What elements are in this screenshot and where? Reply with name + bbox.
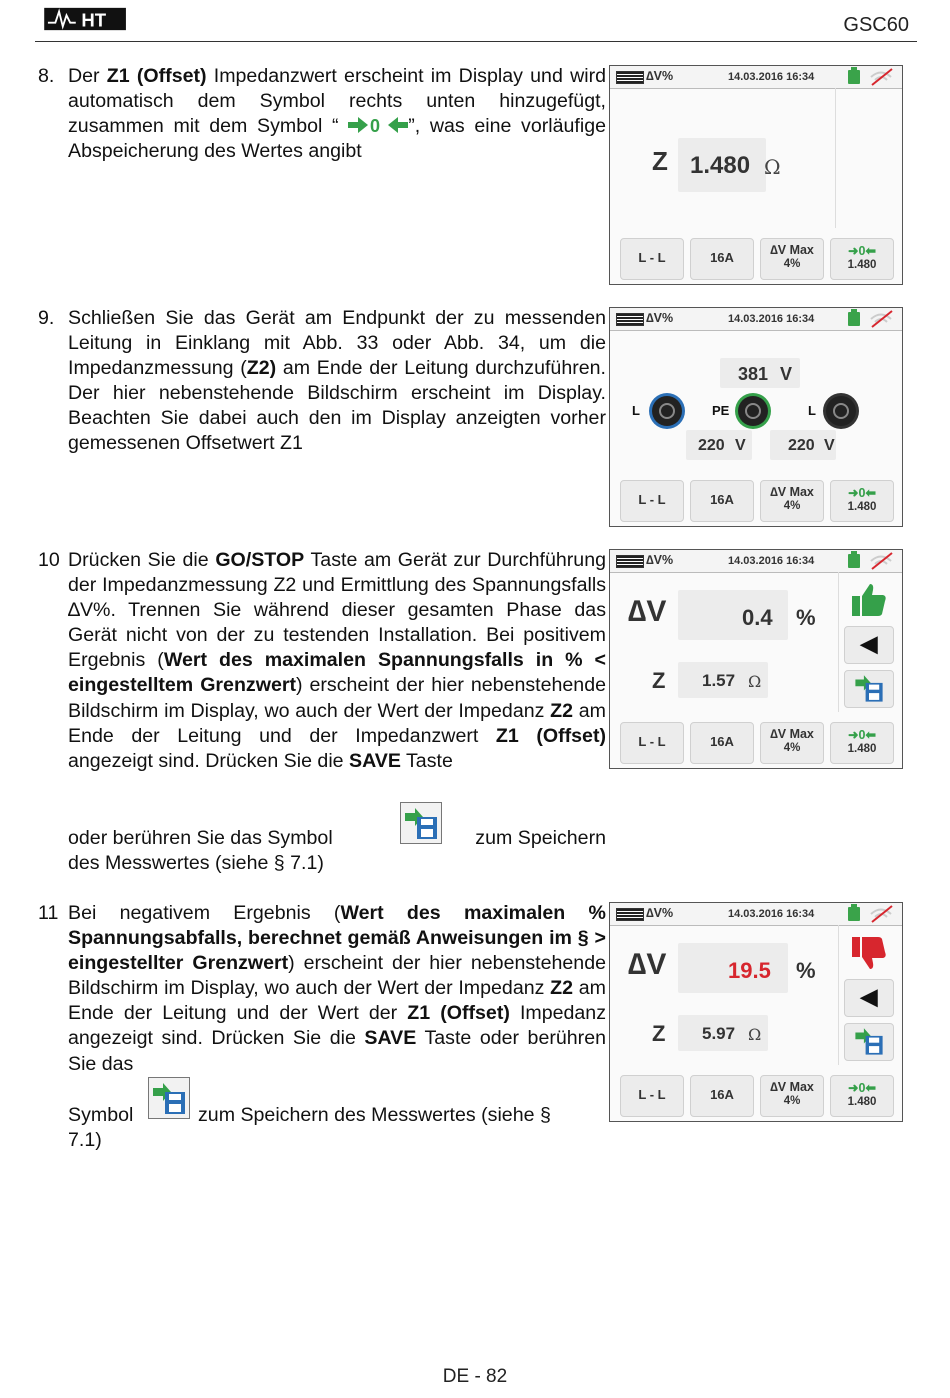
dv-label: ∆V [628,948,667,981]
battery-icon [848,907,860,921]
back-button[interactable]: ◀ [844,979,894,1017]
z-label: Z [652,668,666,693]
device-screen-offset: ∆V% 14.03.2016 16:34 Z 1.480 Ω L - L 16A ∆V Max 4% ➜0⬅ 1.480 [609,65,903,285]
offset-zero-icon [348,115,408,135]
save-icon [849,671,889,705]
phase-icon [616,71,644,84]
softkey-16a[interactable]: 16A [690,238,754,280]
svg-text:0: 0 [370,116,381,136]
voltage-ll: 381 [738,364,769,384]
battery-icon [848,70,860,84]
terminal-l2 [826,396,856,426]
no-wifi-icon [868,310,894,328]
softkey-ll[interactable]: L - L [620,722,684,764]
z-label: Z [652,1021,666,1046]
dv-value: 0.4 [742,605,773,630]
softkey-dv-max[interactable]: ∆V Max 4% [760,238,824,280]
status-bar: ∆V% 14.03.2016 16:34 [610,66,902,89]
save-icon [400,802,442,844]
save-icon [148,1077,190,1119]
z-value: 1.57 [702,671,736,690]
softkey-dv-max[interactable]: ∆V Max 4% [760,722,824,764]
z-value: 1.480 [690,152,751,179]
softkey-offset[interactable]: ➜0⬅ 1.480 [830,238,894,280]
page-number: DE - 82 [442,1366,508,1387]
softkey-ll[interactable]: L - L [620,1075,684,1117]
page-header [35,0,917,42]
softkey-offset[interactable]: ➜0⬅ 1.480 [830,480,894,522]
softkey-16a[interactable]: 16A [690,722,754,764]
dv-label: ∆V [628,595,667,628]
softkey-16a[interactable]: 16A [690,1075,754,1117]
softkey-ll[interactable]: L - L [620,480,684,522]
step-text: Bei negativem Ergebnis (Wert des maximalen % Spannungsabfalls, berechnet gemäß Anweisungen im § > eingestellter Grenzwert) erscheint der hier nebenstehende Bildschirm im Display, wo auch der Wert der Impedanz Z2 am Ende der Leitung und der Wert der Z1 (Offset) Impedanz angezeigt sind. Drücken Sie die SAVE Taste oder berühren Sie das [68,902,607,1075]
step-text: Schließen Sie das Gerät am Endpunkt der zu messenden Leitung in Einklang mit Abb. 33 oder Abb. 34, um die Impedanzmessung (Z2) am Ende der Leitung durchzuführen. Der hier nebenstehende Bildschirm erscheint im Display. Beachten Sie dabei auch den im Display anzeigten vorher gemessenen Offsetwert Z1 [68,307,606,455]
device-screen-connection: ∆V% 14.03.2016 16:34 381 V L PE L 220 V 220 V L - L 16A ∆V Max 4% ➜0⬅ 1.480 [609,307,903,527]
dv-value: 19.5 [728,958,771,983]
device-screen-pass: ∆V% 14.03.2016 16:34 ∆V 0.4 % Z 1.57 Ω ◀ L - L 16A ∆V Max 4% ➜0⬅ 1.480 [609,549,903,769]
no-wifi-icon [868,905,894,923]
thumbs-down-icon [850,935,888,971]
no-wifi-icon [868,552,894,570]
softkey-offset[interactable]: ➜0⬅ 1.480 [830,722,894,764]
battery-icon [848,554,860,568]
ht-logo [41,6,131,32]
model-name: GSC60 [843,14,909,36]
z-value: 5.97 [702,1024,736,1043]
softkey-dv-max[interactable]: ∆V Max 4% [760,480,824,522]
step-text: Der Z1 (Offset) Impedanzwert erscheint im Display und wird automatisch dem Symbol rechts unten hinzugefügt, zusammen mit dem Symbol “ 0 ”, was eine vorläufige Abspeicherung des Wertes angibt [68,65,607,163]
softkey-dv-max[interactable]: ∆V Max 4% [760,1075,824,1117]
step-number: 8. [38,65,55,87]
device-screen-fail: ∆V% 14.03.2016 16:34 ∆V 19.5 % Z 5.97 Ω ◀ L - L 16A ∆V Max 4% ➜0⬅ 1.480 [609,902,903,1122]
softkey-offset[interactable]: ➜0⬅ 1.480 [830,1075,894,1117]
terminal-l1 [652,396,682,426]
save-icon [849,1024,889,1058]
save-button[interactable] [844,670,894,708]
terminal-pe [738,396,768,426]
datetime: 14.03.2016 16:34 [728,71,815,83]
back-button[interactable]: ◀ [844,626,894,664]
thumbs-up-icon [850,582,888,618]
battery-icon [848,312,860,326]
save-button[interactable] [844,1023,894,1061]
softkey-16a[interactable]: 16A [690,480,754,522]
no-wifi-icon [868,68,894,86]
step-text: Drücken Sie die GO/STOP Taste am Gerät zur Durchführung der Impedanzmessung Z2 und Ermittlung des Spannungsfalls ∆V%. Trennen Sie während dieser gesamten Phase das Gerät nicht von der zu testenden Installation. Bei positivem Ergebnis (Wert des maximalen Spannungsfalls in % < eingestelltem Grenzwert) erscheint der hier nebenstehende Bildschirm im Display, wo auch der Wert der Impedanz Z2 am Ende der Leitung und der Impedanzwert Z1 (Offset) angezeigt sind. Drücken Sie die SAVE Taste [68,549,606,772]
softkey-ll[interactable]: L - L [620,238,684,280]
z-label: Z [652,146,668,176]
svg-text:HT: HT [81,9,107,31]
